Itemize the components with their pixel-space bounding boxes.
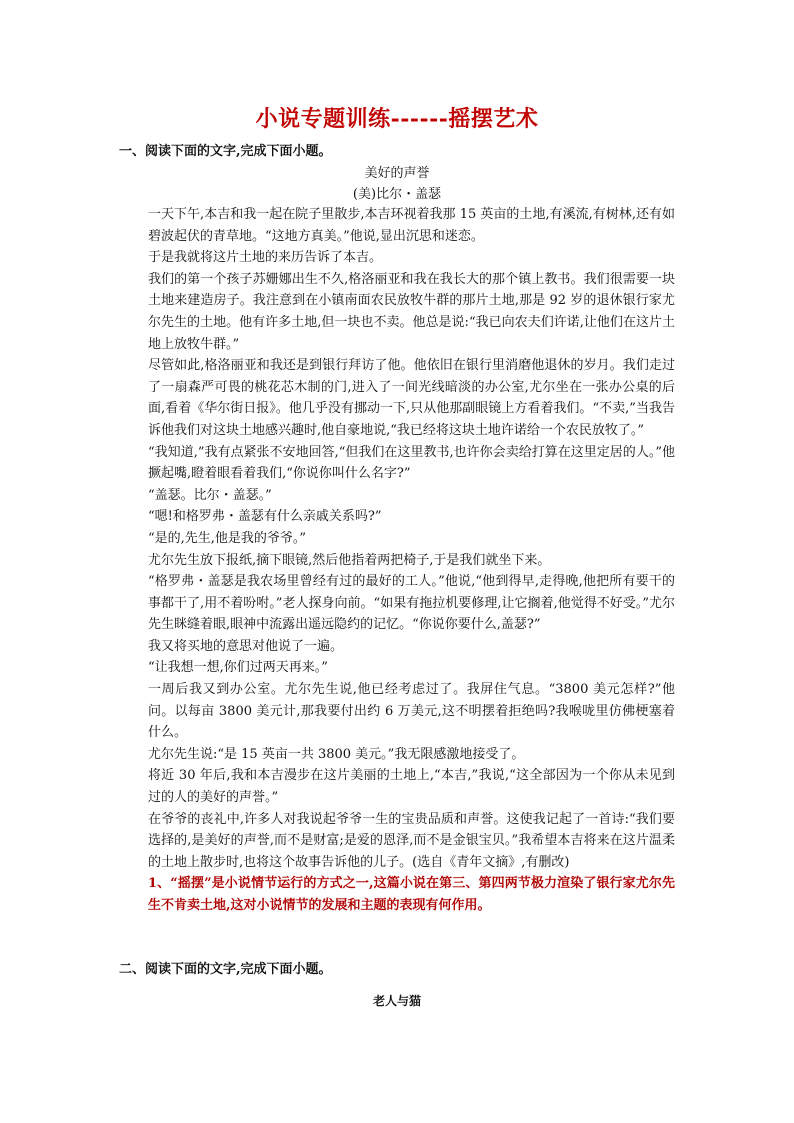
paragraph: 在爷爷的丧礼中,许多人对我说起爷爷一生的宝贵品质和声誉。这使我记起了一首诗:“我们要选择的,是美好的声誉,而不是财富;是爱的恩泽,而不是金银宝贝。”我希望本吉将来在这片温柔的土地上散步时,也将这个故事告诉他的儿子。(选自《青年文摘》,有删改): [148, 811, 675, 870]
story-title: 美好的声誉: [364, 166, 430, 181]
paragraph: “让我想一想,你们过两天再来。”: [148, 660, 328, 676]
paragraph: 尤尔先生放下报纸,摘下眼镜,然后他指着两把椅子,于是我们就坐下来。: [148, 552, 551, 568]
paragraph: “我知道,”我有点紧张不安地回答,“但我们在这里教书,也许你会卖给打算在这里定居的人。”他撅起嘴,瞪着眼看着我们,“你说你叫什么名字?”: [148, 444, 675, 482]
question-1: 1、“摇摆”是小说情节运行的方式之一,这篇小说在第三、第四两节极力渲染了银行家尤尔先生不肯卖土地,这对小说情节的发展和主题的表现有何作用。: [148, 876, 675, 913]
story-author: (美)比尔・盖瑟: [352, 187, 442, 202]
story-2-title: 老人与猫: [372, 994, 421, 1008]
page-title: 小说专题训练------摇摆艺术: [255, 106, 539, 132]
paragraph: 将近 30 年后,我和本吉漫步在这片美丽的土地上,“本吉,”我说,“这全部因为一个你从未见到过的人的美好的声誉。”: [148, 768, 675, 806]
paragraph: 于是我就将这片土地的来历告诉了本吉。: [148, 250, 383, 266]
paragraph: 一天下午,本吉和我一起在院子里散步,本吉环视着我那 15 英亩的土地,有溪流,有树林,还有如碧波起伏的青草地。“这地方真美。”他说,显出沉思和迷恋。: [148, 207, 675, 244]
paragraph: 尽管如此,格洛丽亚和我还是到银行拜访了他。他依旧在银行里消磨他退休的岁月。我们走过了一扇森严可畏的桃花芯木制的门,进入了一间光线暗淡的办公室,尤尔坐在一张办公桌的后面,看着《华尔街日报》。他几乎没有挪动一下,只从他那副眼镜上方看着我们。“不卖,”当我告诉他我们对这块土地感兴趣时,他自豪地说,“我已经将这块土地许诺给一个农民放牧了。”: [148, 358, 675, 438]
paragraph: 尤尔先生说:“是 15 英亩一共 3800 美元。”我无限感激地接受了。: [148, 746, 525, 762]
paragraph: “格罗弗・盖瑟是我农场里曾经有过的最好的工人。”他说,“他到得早,走得晚,他把所有要干的事都干了,用不着吩咐。”老人探身向前。“如果有拖拉机要修理,让它搁着,他觉得不好受。”尤尔先生眯缝着眼,眼神中流露出遥远隐约的记忆。“你说你要什么,盖瑟?”: [148, 574, 675, 633]
paragraph: “盖瑟。比尔・盖瑟。”: [148, 487, 272, 503]
paragraph: 我们的第一个孩子苏姗娜出生不久,格洛丽亚和我在我长大的那个镇上教书。我们很需要一块土地来建造房子。我注意到在小镇南面农民放牧牛群的那片土地,那是 92 岁的退休银行家尤尔先生的土地。他有许多土地,但一块也不卖。他总是说:“我已向农夫们许诺,让他们在这片土地上放牧牛群。”: [148, 271, 675, 352]
section-1-heading: 一、阅读下面的文字,完成下面小题。: [119, 144, 332, 159]
section-2-heading: 二、阅读下面的文字,完成下面小题。: [119, 962, 332, 977]
story-body: [148, 204, 675, 917]
paragraph: 一周后我又到办公室。尤尔先生说,他已经考虑过了。我屏住气息。“3800 美元怎样?”他问。以每亩 3800 美元计,那我要付出约 6 万美元,这不明摆着拒绝吗?我喉咙里仿佛梗塞着什么。: [148, 682, 675, 741]
paragraph: “嗯!和格罗弗・盖瑟有什么亲戚关系吗?”: [148, 509, 382, 525]
paragraph: 我又将买地的意思对他说了一遍。: [148, 638, 344, 654]
paragraph: “是的,先生,他是我的爷爷。”: [148, 530, 307, 546]
